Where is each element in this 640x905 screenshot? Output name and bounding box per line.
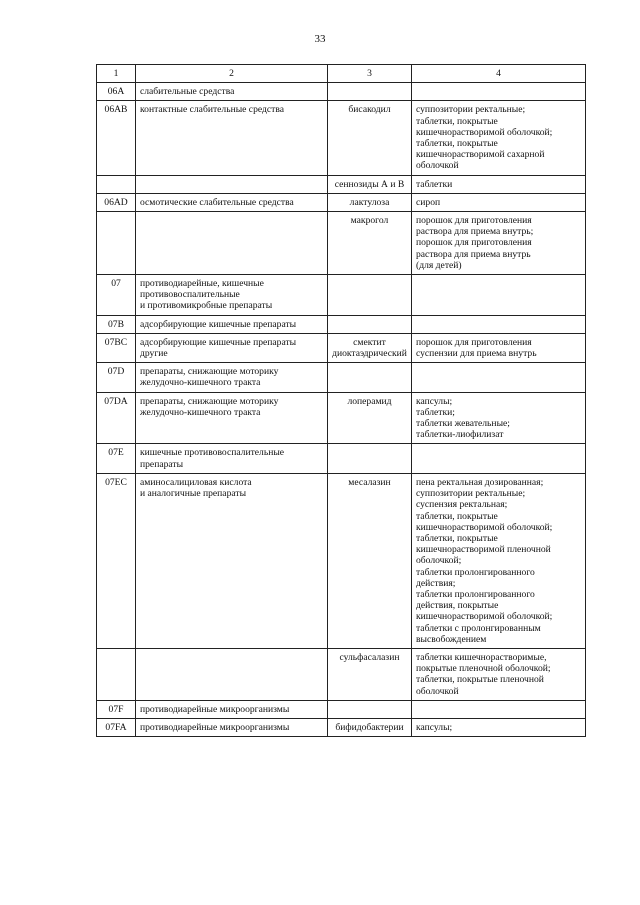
column-header-2: 2 bbox=[136, 65, 328, 83]
inn-cell: лактулоза bbox=[328, 193, 412, 211]
dosage-forms-cell: таблетки bbox=[412, 175, 586, 193]
dosage-forms-cell: суппозитории ректальные; таблетки, покрытые кишечнорастворимой оболочкой; таблетки, покрытые кишечнорастворимой сахарной оболочкой bbox=[412, 101, 586, 175]
dosage-forms-cell: капсулы; таблетки; таблетки жевательные; таблетки-лиофилизат bbox=[412, 392, 586, 444]
atc-code-cell: 07F bbox=[97, 700, 136, 718]
dosage-forms-cell bbox=[412, 363, 586, 392]
group-name-cell: контактные слабительные средства bbox=[136, 101, 328, 175]
table-row bbox=[97, 718, 586, 736]
inn-cell: сульфасалазин bbox=[328, 648, 412, 700]
group-name-cell: препараты, снижающие моторику желудочно-кишечного тракта bbox=[136, 363, 328, 392]
dosage-forms-cell bbox=[412, 444, 586, 473]
group-name-cell: адсорбирующие кишечные препараты bbox=[136, 315, 328, 333]
inn-cell: месалазин bbox=[328, 473, 412, 648]
group-name-cell: слабительные средства bbox=[136, 83, 328, 101]
inn-cell: макрогол bbox=[328, 212, 412, 275]
dosage-forms-cell: капсулы; bbox=[412, 718, 586, 736]
group-name-cell bbox=[136, 175, 328, 193]
inn-cell bbox=[328, 444, 412, 473]
group-name-cell: адсорбирующие кишечные препараты другие bbox=[136, 333, 328, 362]
table-row bbox=[97, 315, 586, 333]
atc-code-cell: 07EC bbox=[97, 473, 136, 648]
dosage-forms-cell: пена ректальная дозированная; суппозитории ректальные; суспензия ректальная; таблетки, покрытые кишечнорастворимой оболочкой; таблетки, покрытые кишечнорастворимой пленочной оболочкой; таблетки пролонгированного действия; таблетки пролонгированного действия, покрытые кишечнорастворимой оболочкой; таблетки с пролонгированным высвобождением bbox=[412, 473, 586, 648]
group-name-cell: осмотические слабительные средства bbox=[136, 193, 328, 211]
drug-table bbox=[96, 64, 586, 737]
inn-cell bbox=[328, 700, 412, 718]
table-row bbox=[97, 392, 586, 444]
table-row bbox=[97, 212, 586, 275]
atc-code-cell: 06AD bbox=[97, 193, 136, 211]
atc-code-cell: 07D bbox=[97, 363, 136, 392]
inn-cell bbox=[328, 315, 412, 333]
dosage-forms-cell: таблетки кишечнорастворимые, покрытые пленочной оболочкой; таблетки, покрытые пленочной оболочкой bbox=[412, 648, 586, 700]
column-header-3: 3 bbox=[328, 65, 412, 83]
column-header-1: 1 bbox=[97, 65, 136, 83]
table-row bbox=[97, 275, 586, 316]
inn-cell: бисакодил bbox=[328, 101, 412, 175]
atc-code-cell: 07FA bbox=[97, 718, 136, 736]
inn-cell: лоперамид bbox=[328, 392, 412, 444]
table-row bbox=[97, 444, 586, 473]
table-row bbox=[97, 175, 586, 193]
atc-code-cell bbox=[97, 648, 136, 700]
atc-code-cell: 06A bbox=[97, 83, 136, 101]
inn-cell bbox=[328, 83, 412, 101]
atc-code-cell: 07BC bbox=[97, 333, 136, 362]
table-row bbox=[97, 648, 586, 700]
group-name-cell: кишечные противовоспалительные препараты bbox=[136, 444, 328, 473]
atc-code-cell: 07E bbox=[97, 444, 136, 473]
column-header-4: 4 bbox=[412, 65, 586, 83]
dosage-forms-cell: сироп bbox=[412, 193, 586, 211]
atc-code-cell: 07B bbox=[97, 315, 136, 333]
table-header-row bbox=[97, 65, 586, 83]
table-row bbox=[97, 83, 586, 101]
atc-code-cell: 07DA bbox=[97, 392, 136, 444]
table-row bbox=[97, 473, 586, 648]
table-row bbox=[97, 193, 586, 211]
group-name-cell: препараты, снижающие моторику желудочно-кишечного тракта bbox=[136, 392, 328, 444]
inn-cell: сеннозиды А и В bbox=[328, 175, 412, 193]
inn-cell: смектит диоктаэдрический bbox=[328, 333, 412, 362]
inn-cell bbox=[328, 275, 412, 316]
atc-code-cell bbox=[97, 175, 136, 193]
inn-cell bbox=[328, 363, 412, 392]
group-name-cell: противодиарейные микроорганизмы bbox=[136, 700, 328, 718]
table-row bbox=[97, 101, 586, 175]
dosage-forms-cell bbox=[412, 315, 586, 333]
table-row bbox=[97, 700, 586, 718]
inn-cell: бифидобактерии bbox=[328, 718, 412, 736]
group-name-cell: противодиарейные микроорганизмы bbox=[136, 718, 328, 736]
dosage-forms-cell: порошок для приготовления раствора для приема внутрь; порошок для приготовления раствора для приема внутрь (для детей) bbox=[412, 212, 586, 275]
atc-code-cell: 07 bbox=[97, 275, 136, 316]
atc-code-cell bbox=[97, 212, 136, 275]
dosage-forms-cell: порошок для приготовления суспензии для приема внутрь bbox=[412, 333, 586, 362]
group-name-cell: противодиарейные, кишечные противовоспалительные и противомикробные препараты bbox=[136, 275, 328, 316]
dosage-forms-cell bbox=[412, 275, 586, 316]
dosage-forms-cell bbox=[412, 83, 586, 101]
dosage-forms-cell bbox=[412, 700, 586, 718]
table-row bbox=[97, 333, 586, 362]
group-name-cell bbox=[136, 648, 328, 700]
table-row bbox=[97, 363, 586, 392]
page-number: 33 bbox=[314, 33, 326, 45]
group-name-cell: аминосалициловая кислота и аналогичные препараты bbox=[136, 473, 328, 648]
group-name-cell bbox=[136, 212, 328, 275]
atc-code-cell: 06AB bbox=[97, 101, 136, 175]
